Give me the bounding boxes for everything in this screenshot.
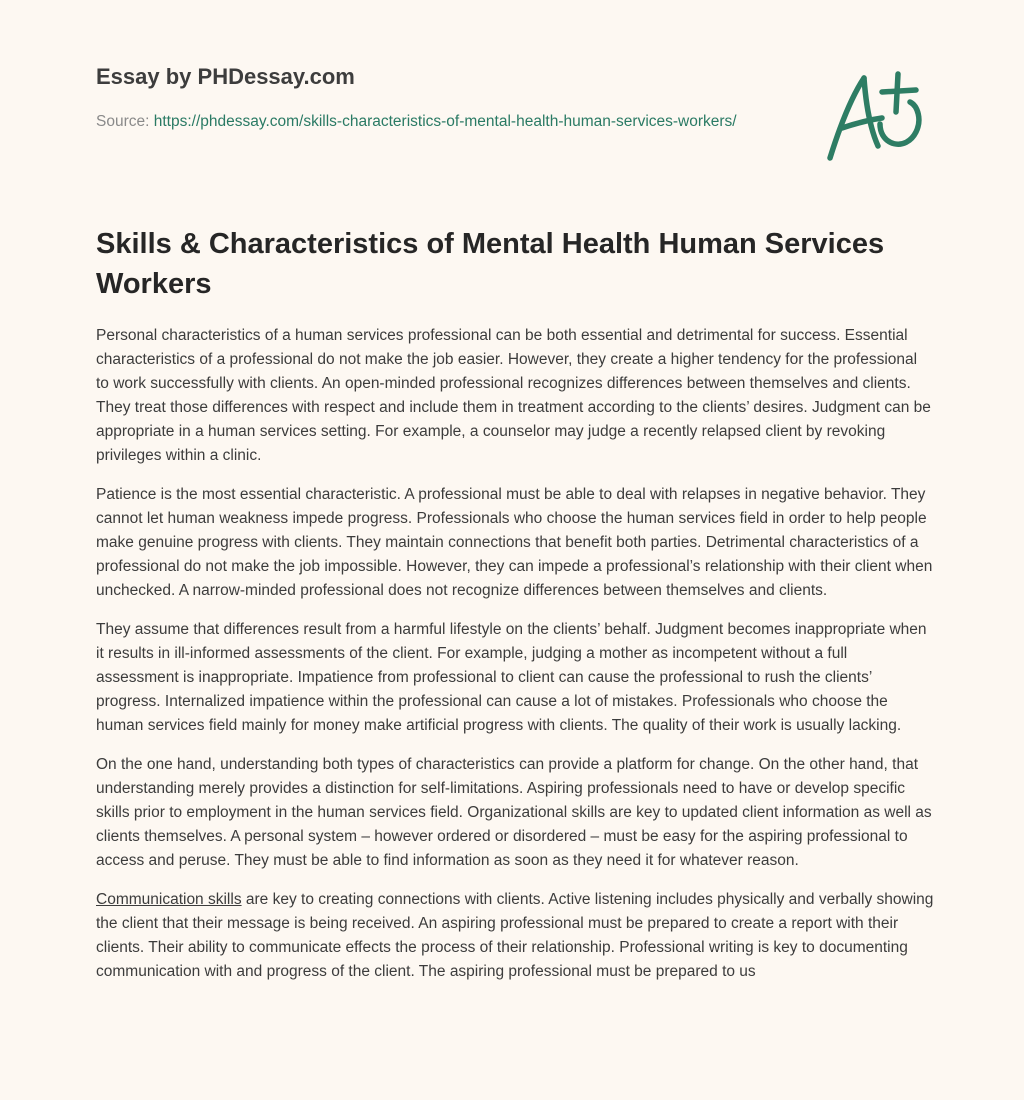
source-line <box>96 110 756 134</box>
communication-skills-link[interactable]: Communication skills <box>96 891 242 908</box>
paragraph <box>96 888 934 984</box>
paragraph: They assume that differences result from a harmful lifestyle on the clients’ behalf. Judgment becomes inappropriate when it results in ill-informed assessments of the client. For example, judging a mother as incompetent without a full assessment is inappropriate. Impatience from professional to client can cause the professional to rush the clients’ progress. Internalized impatience within the professional can cause a lot of mistakes. Professionals who choose the human services field mainly for money make artificial progress with clients. The quality of their work is usually lacking. <box>96 621 927 734</box>
paragraph: On the one hand, understanding both types of characteristics can provide a platform for change. On the other hand, that understanding merely provides a distinction for self-limitations. Aspiring professionals need to have or develop specific skills prior to employment in the human services field. Organizational skills are key to updated client information as well as clients themselves. A personal system – however ordered or disordered – must be easy for the aspiring professional to access and peruse. They must be able to find information as soon as they need it for whatever reason. <box>96 756 932 869</box>
a-plus-logo-icon <box>820 66 930 166</box>
source-label: Source: <box>96 113 150 130</box>
site-header <box>96 62 756 134</box>
site-title: Essay by PHDessay.com <box>96 64 355 89</box>
article-title: Skills & Characteristics of Mental Health Human Services Workers <box>96 228 885 300</box>
article-body <box>96 324 934 999</box>
paragraph-text: are key to creating connections with clients. Active listening includes physically and verbally showing the client that their message is being received. An aspiring professional must be prepared to create a report with their clients. Their ability to communicate effects the process of their relationship. Professional writing is key to documenting communication with and progress of the client. The aspiring professional must be prepared to us <box>96 891 934 980</box>
paragraph: Patience is the most essential characteristic. A professional must be able to deal with relapses in negative behavior. They cannot let human weakness impede progress. Professionals who choose the human services field in order to help people make genuine progress with clients. They maintain connections that benefit both parties. Detrimental characteristics of a professional do not make the job impossible. However, they can impede a professional’s relationship with their client when unchecked. A narrow-minded professional does not recognize differences between themselves and clients. <box>96 486 933 599</box>
source-link[interactable]: https://phdessay.com/skills-characteristics-of-mental-health-human-services-workers/ <box>153 113 737 130</box>
paragraph: Personal characteristics of a human services professional can be both essential and detrimental for success. Essential characteristics of a professional do not make the job easier. However, they create a higher tendency for the professional to work successfully with clients. An open-minded professional recognizes differences between themselves and clients. They treat those differences with respect and include them in treatment according to the clients’ desires. Judgment can be appropriate in a human services setting. For example, a counselor may judge a recently relapsed client by revoking privileges within a clinic. <box>96 327 931 464</box>
